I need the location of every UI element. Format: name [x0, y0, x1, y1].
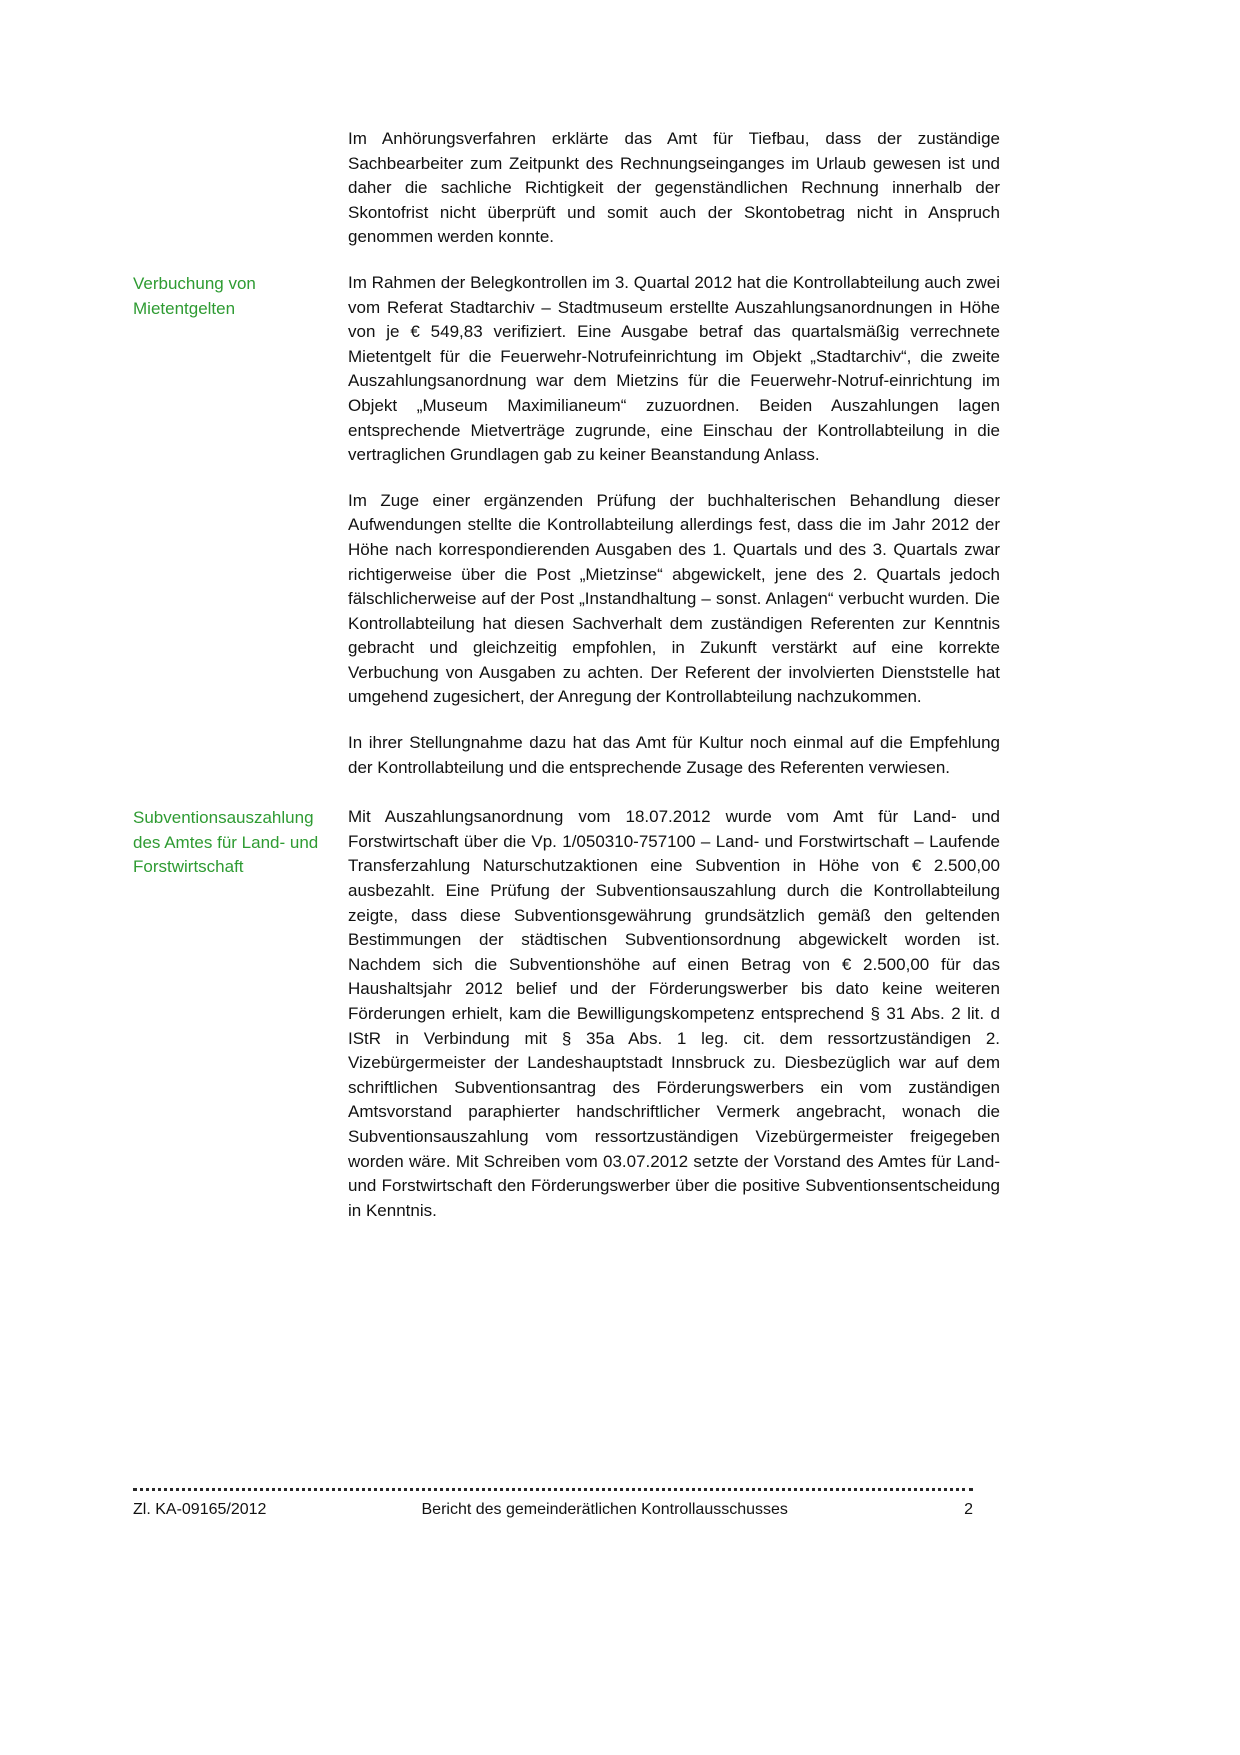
footer-title: Bericht des gemeinderätlichen Kontrollausschusses — [421, 1501, 788, 1518]
section-verbuchung-mietentgelte — [133, 271, 1000, 780]
document-body — [133, 127, 1000, 1244]
body-paragraph: Im Zuge einer ergänzenden Prüfung der buchhalterischen Behandlung dieser Aufwendungen stellte die Kontrollabteilung allerdings fest, dass die im Jahr 2012 der Höhe nach korrespondierenden Ausgaben des 1. Quartals und des 3. Quartals zwar richtigerweise über die Post „Mietzinse“ abgewickelt, jene des 2. Quartals jedoch fälschlicherweise auf der Post „Instandhaltung – sonst. Anlagen“ verbucht wurden. Die Kontrollabteilung hat diesen Sachverhalt dem zuständigen Referenten zur Kenntnis gebracht und gleichzeitig empfohlen, in Zukunft verstärkt auf eine korrekte Verbuchung von Ausgaben zu achten. Der Referent der involvierten Dienststelle hat umgehend zugesichert, der Anregung der Kontrollabteilung nachzukommen. — [348, 490, 1000, 707]
margin-label-subvention: Subventionsauszahlung des Amtes für Land- und Forstwirtschaft — [133, 808, 319, 877]
body-paragraph: Im Anhörungsverfahren erklärte das Amt für Tiefbau, dass der zuständige Sachbearbeiter zum Zeitpunkt des Rechnungseinganges im Urlaub gewesen ist und daher die sachliche Richtigkeit der gegenständlichen Rechnung innerhalb der Skontofrist nicht überprüft und somit auch der Skontobetrag nicht in Anspruch genommen werden konnte. — [348, 129, 1000, 247]
body-paragraph: In ihrer Stellungnahme dazu hat das Amt für Kultur noch einmal auf die Empfehlung der Kontrollabteilung und die entsprechende Zusage des Referenten verwiesen. — [348, 733, 1000, 777]
footer-row — [133, 1500, 973, 1520]
section-anhoerungsverfahren — [348, 127, 1000, 250]
section-subventionsauszahlung — [133, 805, 1000, 1223]
body-paragraph: Mit Auszahlungsanordnung vom 18.07.2012 wurde vom Amt für Land- und Forstwirtschaft über die Vp. 1/050310-757100 – Land- und Forstwirtschaft – Laufende Transferzahlung Naturschutzaktionen eine Subvention in Höhe von € 2.500,00 ausbezahlt. Eine Prüfung der Subventionsauszahlung durch die Kontrollabteilung zeigte, dass diese Subventionsgewährung grundsätzlich gemäß den geltenden Bestimmungen der städtischen Subventionsordnung abgewickelt worden ist. Nachdem sich die Subventionshöhe auf einen Betrag von € 2.500,00 für das Haushaltsjahr 2012 belief und der Förderungswerber bis dato keine weiteren Förderungen erhielt, kam die Bewilligungskompetenz entsprechend § 31 Abs. 2 lit. d IStR in Verbindung mit § 35a Abs. 1 leg. cit. dem ressortzuständigen 2. Vizebürgermeister der Landeshauptstadt Innsbruck zu. Diesbezüglich war auf dem schriftlichen Subventionsantrag des Förderungswerbers ein vom zuständigen Amtsvorstand paraphierter handschriftlicher Vermerk angebracht, wonach die Subventionsauszahlung vom ressortzuständigen Vizebürgermeister freigegeben worden wäre. Mit Schreiben vom 03.07.2012 setzte der Vorstand des Amtes für Land- und Forstwirtschaft den Förderungswerber über die positive Subventionsentscheidung in Kenntnis. — [348, 807, 1000, 1220]
page-footer — [133, 1488, 973, 1520]
footer-page-number: 2 — [964, 1501, 973, 1518]
body-paragraph: Im Rahmen der Belegkontrollen im 3. Quartal 2012 hat die Kontrollabteilung auch zwei vom Referat Stadtarchiv – Stadtmuseum erstellte Auszahlungsanordnungen in Höhe von je € 549,83 verifiziert. Eine Ausgabe betraf das quartalsmäßig verrechnete Mietentgelt für die Feuerwehr-Notrufeinrichtung im Objekt „Stadtarchiv“, die zweite Auszahlungsanordnung war dem Mietzins für die Feuerwehr-Notruf-einrichtung im Objekt „Museum Maximilianeum“ zuzuordnen. Beiden Auszahlungen lagen entsprechende Mietverträge zugrunde, eine Einschau der Kontrollabteilung in die vertraglichen Grundlagen gab zu keiner Beanstandung Anlass. — [348, 272, 1000, 465]
footer-divider — [133, 1488, 973, 1491]
footer-reference: Zl. KA-09165/2012 — [133, 1501, 267, 1518]
margin-label-verbuchung: Verbuchung von Mietentgelten — [133, 273, 256, 318]
